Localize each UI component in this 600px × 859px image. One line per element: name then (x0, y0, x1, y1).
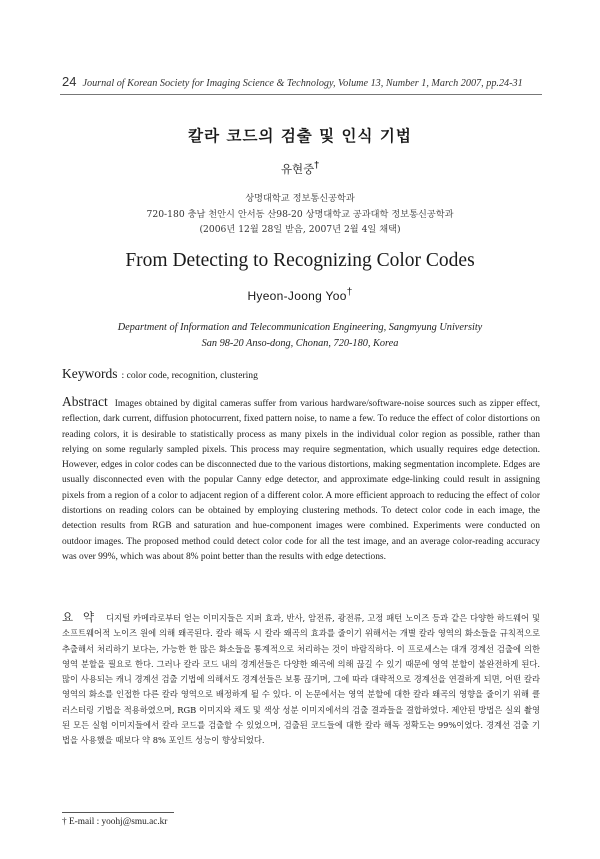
korean-title: 칼라 코드의 검출 및 인식 기법 (188, 127, 412, 145)
english-affiliation: Department of Information and Telecommunication Engineering, Sangmyung University (117, 322, 483, 333)
keywords-value: : color code, recognition, clustering (121, 370, 258, 381)
korean-address: 720-180 충남 천안시 안서동 산98-20 상명대학교 공과대학 정보통신공학과 (146, 209, 454, 220)
page-number: 24 (62, 74, 77, 89)
running-header (62, 74, 542, 89)
summary-label: 요 약 (62, 610, 98, 624)
summary-text: 디지털 카메라로부터 얻는 이미지들은 지퍼 효과, 반사, 암전류, 광전류, 고정 패턴 노이즈 등과 같은 다양한 하드웨어 및 소프트웨어적 노이즈 원에 의해 왜곡된다. 칼라 해독 시 칼라 왜곡의 효과를 줄이기 위해서는 개별 칼라 영역의 화소들을 규칙적으로 추출해서 처리하기 보다는, 가능한 한 많은 화소들을 통계적으로 처리하는 것이 바람직하다. 이 프로세스는 대개 경계선 검출에 의한 영역 분할을 필요로 한다. 그러나 칼라 코드 내의 경계선들은 다양한 왜곡에 의해 끊길 수 있기 때문에 영역 분할이 불완전하게 된다. 많이 사용되는 캐니 경계선 검출 기법에 의해서도 경계선들은 보통 끊기며, 그에 따라 대략적으로 경계선을 연결하게 되면, 어떤 칼라 영역의 화소를 인접한 다른 칼라 영역으로 배정하게 될 수 있다. 이 논문에서는 영역 분할에 대한 칼라 왜곡의 영향을 줄이기 위해 클러스터링 기법을 적용하였으며, RGB 이미지와 채도 및 색상 성분 이미지에서의 검출 결과들을 결합하였다. 제안된 방법은 실외 촬영된 모든 실험 이미지들에서 칼라 코드를 검출할 수 있었으며, 검출된 코드들에 대한 칼라 해독 정확도는 99%이었다. 경계선 검출 기법을 사용했을 때보다 약 8% 포인트 성능이 향상되었다. (62, 613, 540, 746)
abstract-label: Abstract (62, 394, 108, 409)
footnote-rule (62, 812, 174, 813)
footnote-mark: † (62, 817, 67, 827)
abstract-text: Images obtained by digital cameras suffer from various hardware/software-noise sources such as zipper effect, reflection, dark current, diffusion photocurrent, fixed pattern noise, to name a few. To reduce the effect of color distortions on reading colors, it is desirable to statistically process as many pixels in the individual color region as possible, rather than relying on some regularly sampled pixels. This process may require segmentation, which usually requires edge detection. However, edges in color codes can be disconnected due to the various distortions, making segmentation incomplete. Edges are usually disconnected even with the popular Canny edge detector, and approximate edge-linking could result in assigning pixels from a region of a color to adjacent region of a different color. A more efficient approach to reducing the effect of color distortions on reading colors can be obtained by employing clustering methods. To detect color code in each image, the detection results from RGB and saturation and hue-component images were combined. Experiments were conducted on outdoor images. The proposed method could detect color code for all the test image, and an average color-reading accuracy was over 99%, which was about 8% point better than the results with edge detections. (62, 399, 541, 562)
english-address: San 98-20 Anso-dong, Chonan, 720-180, Korea (201, 338, 399, 349)
keywords-label: Keywords (62, 366, 118, 381)
english-author-name: Hyeon-Joong Yoo (247, 289, 347, 303)
journal-citation: Journal of Korean Society for Imaging Science & Technology, Volume 13, Number 1, March 2007, pp.24-31 (82, 78, 523, 89)
english-title: From Detecting to Recognizing Color Codes (125, 250, 475, 271)
korean-affiliation: 상명대학교 정보통신공학과 (245, 193, 355, 204)
korean-summary (62, 610, 540, 749)
header-rule (60, 94, 542, 95)
korean-author (0, 160, 600, 177)
footnote (62, 817, 167, 827)
abstract (62, 394, 540, 565)
korean-author-name: 유현중 (280, 161, 315, 176)
keywords (62, 365, 542, 383)
korean-dates: (2006년 12월 28일 받음, 2007년 2월 4일 채택) (199, 224, 401, 235)
footnote-email: E-mail : yoohj@smu.ac.kr (68, 817, 168, 827)
korean-author-mark: † (314, 160, 320, 171)
english-author (0, 287, 600, 303)
english-author-mark: † (346, 287, 353, 298)
